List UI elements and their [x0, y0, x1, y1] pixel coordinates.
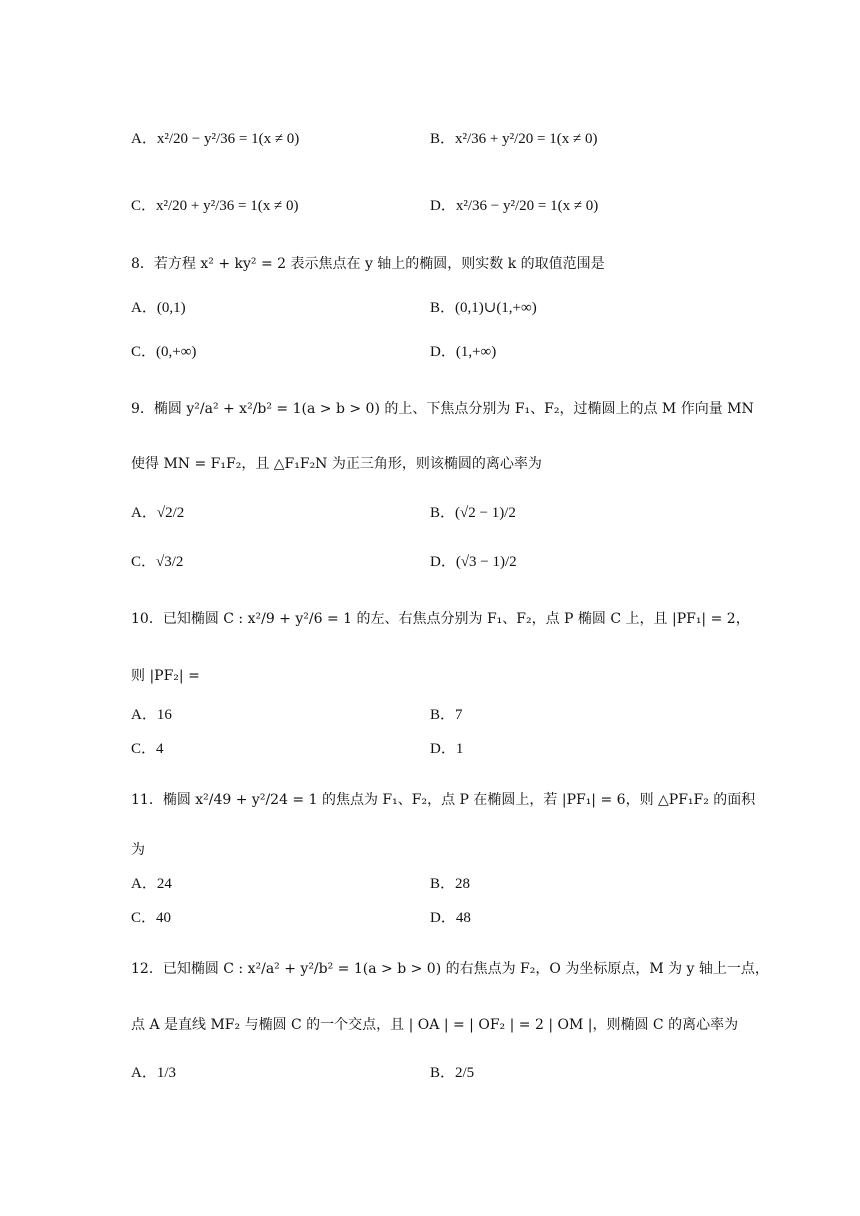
q10-option-d: D．1: [430, 741, 464, 757]
q8-option-c: C．(0,+∞): [131, 344, 197, 360]
q12-stem-line1: 12．已知椭圆 C : x²/a² + y²/b² = 1(a > b > 0) 的右焦点为 F₂，O 为坐标原点，M 为 y 轴上一点，: [131, 961, 769, 977]
q9-stem-line1: 9．椭圆 y²/a² + x²/b² = 1(a > b > 0) 的上、下焦点分别为 F₁、F₂，过椭圆上的点 M 作向量 MN: [131, 401, 754, 417]
q10-option-b: B．7: [430, 707, 463, 723]
q11-option-d: D．48: [430, 910, 471, 926]
q11-option-a: A．24: [131, 876, 172, 892]
q11-option-b: B．28: [430, 876, 471, 892]
q9-option-c: C．√3/2: [131, 554, 184, 570]
q8-stem: 8．若方程 x² + ky² = 2 表示焦点在 y 轴上的椭圆，则实数 k 的取值范围是: [131, 256, 605, 272]
q7-option-a: A．x²/20 − y²/36 = 1(x ≠ 0): [131, 131, 300, 147]
q9-option-a: A．√2/2: [131, 505, 185, 521]
q8-option-b: B．(0,1)∪(1,+∞): [430, 300, 537, 316]
q10-option-a: A．16: [131, 707, 172, 723]
q12-option-a: A．1/3: [131, 1065, 177, 1081]
q7-option-c: C．x²/20 + y²/36 = 1(x ≠ 0): [131, 198, 299, 214]
q10-option-c: C．4: [131, 741, 164, 757]
q9-option-d: D．(√3 − 1)/2: [430, 554, 517, 570]
q10-stem-line2: 则 |PF₂| =: [131, 668, 200, 684]
q11-option-c: C．40: [131, 910, 172, 926]
q7-option-d: D．x²/36 − y²/20 = 1(x ≠ 0): [430, 198, 599, 214]
q12-option-b: B．2/5: [430, 1065, 475, 1081]
q8-option-d: D．(1,+∞): [430, 344, 497, 360]
q10-stem-line1: 10．已知椭圆 C : x²/9 + y²/6 = 1 的左、右焦点分别为 F₁、F₂，点 P 椭圆 C 上，且 |PF₁| = 2，: [131, 611, 750, 627]
q11-stem-line2: 为: [131, 842, 145, 858]
q7-option-b: B．x²/36 + y²/20 = 1(x ≠ 0): [430, 131, 598, 147]
q8-option-a: A．(0,1): [131, 300, 186, 316]
q9-stem-line2: 使得 MN = F₁F₂，且 △F₁F₂N 为正三角形，则该椭圆的离心率为: [131, 456, 542, 472]
q9-option-b: B．(√2 − 1)/2: [430, 505, 516, 521]
q11-stem-line1: 11．椭圆 x²/49 + y²/24 = 1 的焦点为 F₁、F₂，点 P 在椭圆上，若 |PF₁| = 6，则 △PF₁F₂ 的面积: [131, 792, 756, 808]
q12-stem-line2: 点 A 是直线 MF₂ 与椭圆 C 的一个交点，且 | OA | = | OF₂ | = 2 | OM |，则椭圆 C 的离心率为: [131, 1017, 739, 1033]
